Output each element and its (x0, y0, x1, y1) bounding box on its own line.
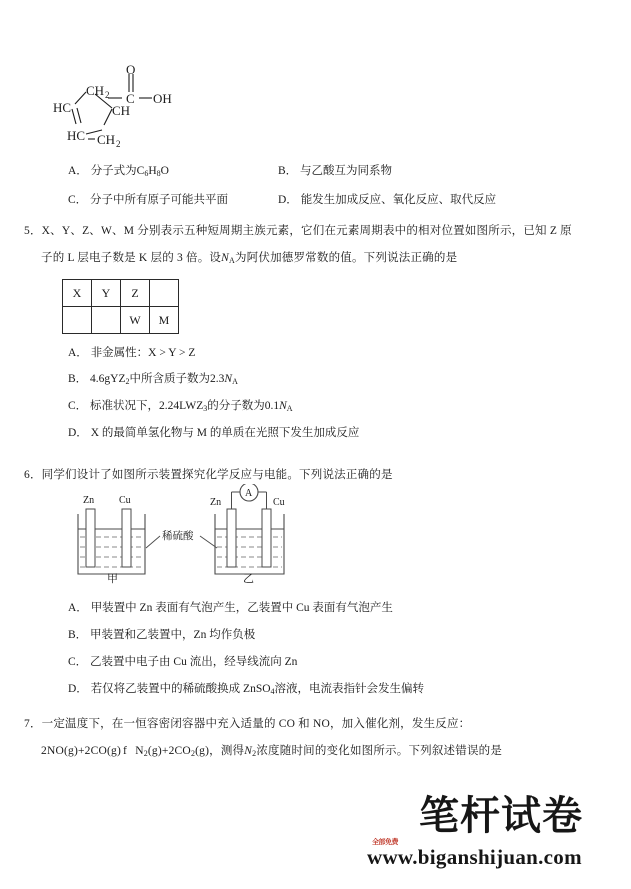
periodic-position-table (62, 279, 179, 334)
q4-option-d-key: D． (278, 194, 298, 206)
svg-text:CH: CH (112, 103, 131, 118)
q7-equation-line (41, 741, 502, 764)
right-cell-cu-label: Cu (273, 497, 285, 508)
svg-text:2: 2 (116, 139, 121, 149)
table-row (63, 307, 179, 334)
watermark-brand: 笔杆试卷 (419, 793, 583, 839)
q5-option-b (68, 371, 238, 390)
cyclopentene-carboxylic-acid-svg (50, 62, 230, 157)
solution-label: 稀硫酸 (162, 531, 194, 542)
q6-option-a (68, 600, 393, 616)
cell-empty-bottom-1 (63, 307, 92, 334)
cell-x: X (63, 280, 92, 307)
watermark-url: www.biganshijuan.com (367, 845, 582, 869)
table-row (63, 280, 179, 307)
q6-stem-text: 同学们设计了如图所示装置探究化学反应与电能。下列说法正确的是 (41, 469, 393, 481)
svg-text:CH: CH (86, 83, 105, 98)
left-cell-cu-label: Cu (119, 495, 131, 506)
q5-option-a-text: 非金属性：X > Y > Z (90, 347, 196, 359)
q5-number: 5． (24, 225, 42, 237)
cell-y: Y (92, 280, 121, 307)
q5-option-d-text: X 的最简单氢化物与 M 的单质在光照下发生加成反应 (90, 427, 360, 439)
q4-option-c-text: 分子中所有原子可能共平面 (90, 194, 229, 206)
q7-stem-line1-text: 一定温度下，在一恒容密闭容器中充入适量的 CO 和 NO，加入催化剂，发生反应： (41, 718, 471, 730)
q7-tail-b: 浓度随时间的变化如图所示。下列叙述错误的是 (256, 745, 503, 757)
q6-option-b-key: B． (68, 629, 88, 641)
right-cell-zn-label: Zn (210, 497, 222, 508)
cell-m: M (150, 307, 179, 334)
q4-option-b-text: 与乙酸互为同系物 (300, 165, 393, 177)
cell-w: W (121, 307, 150, 334)
cell-z: Z (121, 280, 150, 307)
cell-empty-top-right (150, 280, 179, 307)
q6-option-a-key: A． (68, 602, 88, 614)
molecular-structure-figure (50, 62, 230, 157)
q4-option-b (278, 163, 392, 179)
right-cell-caption: 乙 (243, 573, 254, 585)
q4-option-a-key: A． (68, 165, 88, 177)
q5-option-c-text: 标准状况下，$2.24LWZ_3$的分子数为$0.1N_A$ (90, 400, 293, 414)
q6-option-d (68, 681, 424, 700)
q6-option-b (68, 627, 255, 643)
q7-tail-a: ，测得 (209, 745, 245, 757)
q7-equation: 2NO(g)+2CO(g) f $N_2(g)+2CO_2(g)$ (41, 745, 210, 759)
q7-n2-symbol: N (244, 745, 253, 757)
q6-option-d-text: 若仅将乙装置中的稀硫酸换成 ZnSO$_4$溶液，电流表指针会发生偏转 (90, 683, 425, 697)
q4-option-d (278, 192, 496, 208)
q5-stem-line2-a: 子的 L 层电子数是 K 层的 3 倍。设 (41, 252, 222, 264)
svg-text:HC: HC (67, 128, 86, 143)
q6-stem (24, 465, 393, 486)
apparatus-svg (60, 484, 360, 589)
q5-option-a-key: A． (68, 347, 88, 359)
q4-option-c (68, 192, 228, 208)
ammeter-label: A (245, 488, 253, 499)
q5-avogadro-subscript: A (228, 256, 235, 266)
q4-option-c-key: C． (68, 194, 88, 206)
watermark-badge: 全部免费 (372, 838, 398, 846)
q6-option-c (68, 654, 297, 670)
q6-option-c-key: C． (68, 656, 88, 668)
svg-text:CH: CH (97, 132, 116, 147)
q7-stem-line1 (24, 714, 470, 735)
q4-option-a-text: 分子式为$C_6H_8O$ (90, 165, 169, 179)
q5-option-d-key: D． (68, 427, 88, 439)
watermark (367, 793, 617, 881)
q7-n2-subscript: 2 (252, 749, 257, 759)
galvanic-cell-apparatus-figure (60, 484, 360, 589)
q6-number: 6． (24, 469, 42, 481)
left-cell-caption: 甲 (107, 573, 118, 585)
cell-empty-bottom-2 (92, 307, 121, 334)
q5-avogadro-symbol: N (221, 252, 229, 264)
svg-text:O: O (126, 62, 136, 77)
q4-option-a (68, 163, 169, 182)
q4-option-d-text: 能发生加成反应、氧化反应、取代反应 (300, 194, 497, 206)
q5-option-b-key: B． (68, 373, 88, 385)
q5-option-d (68, 425, 359, 441)
q7-number: 7． (24, 718, 42, 730)
q4-option-b-key: B． (278, 165, 298, 177)
q5-option-a (68, 345, 195, 361)
q5-option-c-key: C． (68, 400, 88, 412)
q5-stem-line1-text: X、Y、Z、W、M 分别表示五种短周期主族元素，它们在元素周期表中的相对位置如图所示，已知 Z 原 (41, 225, 572, 237)
svg-text:OH: OH (153, 91, 172, 106)
q5-option-b-text: 4.6gYZ$_2$中所含质子数为$2.3N_A$ (90, 373, 238, 387)
q6-option-b-text: 甲装置和乙装置中，Zn 均作负极 (90, 629, 256, 641)
q6-option-c-text: 乙装置中电子由 Cu 流出，经导线流向 Zn (90, 656, 298, 668)
q5-stem-line1 (24, 221, 572, 242)
q5-stem-line2-b: 为阿伏加德罗常数的值。下列说法正确的是 (234, 252, 458, 264)
svg-text:C: C (126, 91, 135, 106)
q5-stem-line2 (41, 248, 457, 271)
q6-option-a-text: 甲装置中 Zn 表面有气泡产生，乙装置中 Cu 表面有气泡产生 (90, 602, 393, 614)
q6-option-d-key: D． (68, 683, 88, 695)
svg-text:HC: HC (53, 100, 72, 115)
svg-text:2: 2 (105, 90, 110, 100)
q5-option-c (68, 398, 293, 417)
left-cell-zn-label: Zn (83, 495, 95, 506)
